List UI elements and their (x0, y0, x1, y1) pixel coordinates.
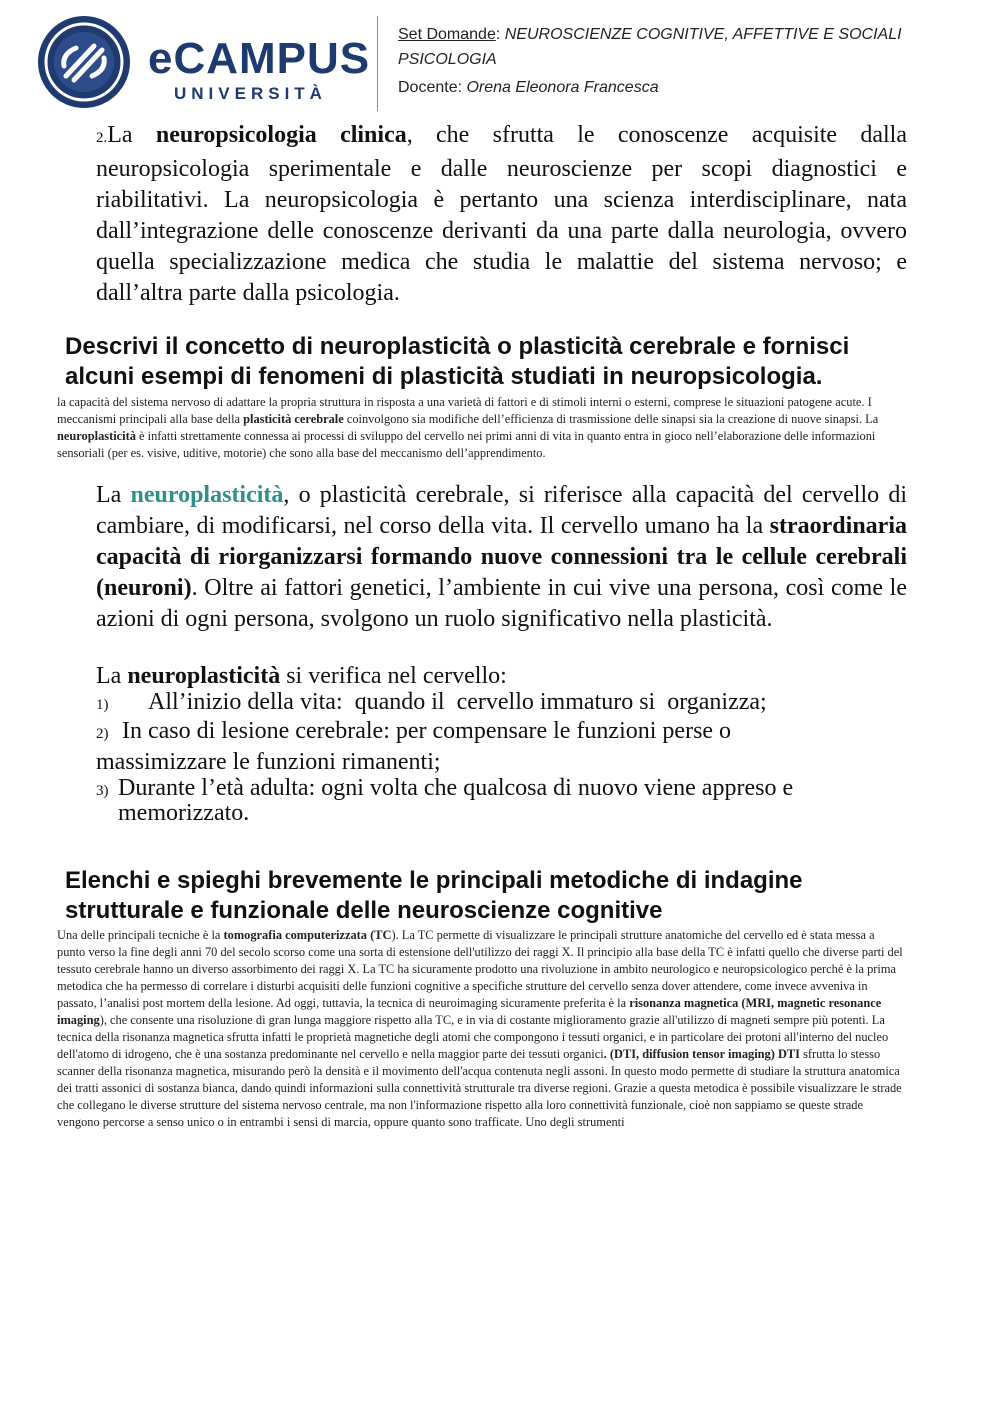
list-item: 3) Durante l’età adulta: ogni volta che qualcosa di nuovo viene appreso e (96, 775, 794, 801)
header-divider (377, 16, 378, 111)
header-docente (398, 79, 659, 97)
ecampus-logo (36, 14, 371, 110)
term-neuroplasticita: neuroplasticità (130, 482, 284, 508)
list-item: 1) All’inizio della vita: quando il cervello immaturo si organizza; (96, 689, 767, 715)
logo-wordmark: eCAMPUS (148, 34, 371, 83)
term-mri: risonanza magnetica (MRI, magnetic resonance imaging (57, 996, 882, 1027)
set-label: Set Domande (398, 26, 496, 43)
term-neuropsicologia-clinica: neuropsicologia clinica (155, 122, 407, 148)
paragraph-metodiche: Una delle principali tecniche è la tomografia computerizzata (TC). La TC permette di visualizzare le principali strutture anatomiche del cervello ed è stata messa a punto verso la fine degli anni 70 del secolo scorso come una sorta di estensione dell'utilizzo dei raggi X. Il principio alla base della TC è infatti quello che diverse parti del tessuto cerebrale hanno un diverso assorbimento dei raggi X. La TC ha sicuramente prodotto una rivoluzione in ambito neurologico e neuropsicologico perché è la prima metodica che ha permesso di correlare i disturbi acquisiti delle funzioni cognitive a specifiche strutture del cervello senza dover attendere, come invece avveniva in passato, l’analisi post mortem della lesione. Ad oggi, tuttavia, la tecnica di neuroimaging sicuramente preferita è la risonanza magnetica (MRI, magnetic resonance imaging), che consente una risoluzione di gran lunga maggiore rispetto alla TC, e in via di costante miglioramento grazie all'utilizzo di magneti sempre più potenti. La tecnica della risonanza magnetica sfrutta infatti le proprietà magnetiche degli atomi che compongono i tessuti organici, e in particolare dei protoni all'interno del nucleo dell'atomo di idrogeno, che è una sostanza predominante nel cervello e nella maggior parte dei tessuti organici. (DTI, diffusion tensor imaging) DTI sfrutta lo stesso scanner della risonanza magnetica, misurando però la densità e il movimento dell'acqua contenuta negli assoni. In questo modo permette di studiare la struttura anatomica dei tratti assonici di sostanza bianca, dando quindi informazioni sulla connettività strutturale tra diverse regioni. Grazie a questa metodica è possibile visualizzare le strade che collegano le diverse strutture del sistema nervoso centrale, ma non l'informazione rispetto alla loro connettività funzionale, cioè non sappiamo se queste strade vengono percorse a senso unico o in entrambi i sensi di marcia, oppure quanto sono trafficate. Uno degli strumenti (57, 928, 903, 1129)
docente-label: Docente: (398, 79, 467, 96)
list-item-continued: massimizzare le funzioni rimanenti; (96, 749, 441, 775)
header-set-line: Set Domande: NEUROSCIENZE COGNITIVE, AFFETTIVE E SOCIALI (398, 26, 902, 43)
logo-subtitle: UNIVERSITÀ (174, 84, 327, 103)
set-value-2: PSICOLOGIA (398, 51, 497, 68)
term-tc: tomografia computerizzata (TC (223, 928, 392, 942)
set-value: NEUROSCIENZE COGNITIVE, AFFETTIVE E SOCIALI (504, 26, 902, 43)
list-number: 2. (96, 130, 108, 146)
question-heading-metodiche: Elenchi e spieghi brevemente le principali metodiche di indagine strutturale e funzionale delle neuroscienze cognitive (65, 867, 803, 924)
definition-small-text: la capacità del sistema nervoso di adattare la propria struttura in risposta a una varietà di fattori e di stimoli interni o esterni, comprese le situazioni patogene acute. I meccanismi principali alla base della plasticità cerebrale coinvolgono sia modifiche dell’efficienza di trasmissione delle sinapsi sia la creazione di nuove sinapsi. La neuroplasticità è infatti strettamente connessa ai processi di sviluppo del cervello nei primi anni di vita in quanto entra in gioco nell’elaborazione delle informazioni sensoriali (per es. visive, uditive, motorie) che sono alla base del meccanismo dell’apprendimento. (57, 395, 879, 460)
paragraph-neuroplasticita: La neuroplasticità, o plasticità cerebrale, si riferisce alla capacità del cervello di cambiare, di modificarsi, nel corso della vita. Il cervello umano ha la straordinaria capacità di riorganizzarsi formando nuove connessioni tra le cellule cerebrali (neuroni). Oltre ai fattori genetici, l’ambiente in cui vive una persona, così come le azioni di ogni persona, svolgono un ruolo significativo nella plasticità. (96, 482, 908, 632)
term-dti: . (DTI, diffusion tensor imaging) DTI (603, 1047, 800, 1061)
header-set-line-2 (398, 51, 497, 69)
list-intro: La neuroplasticità si verifica nel cervello: (96, 663, 507, 689)
docente-value: Orena Eleonora Francesca (466, 79, 659, 96)
paragraph-neuropsicologia-clinica: 2.La neuropsicologia clinica, che sfrutta le conoscenze acquisite dalla neuropsicologia sperimentale e dalle neuroscienze per scopi diagnostici e riabilitativi. La neuropsicologia è pertanto una scienza interdisciplinare, nata dall’integrazione delle conoscenze derivanti da una parte dalla neurologia, ovvero quella specializzazione medica che studia le malattie del sistema nervoso; e dall’altra parte dalla psicologia. (96, 122, 907, 306)
question-heading-neuroplasticita: Descrivi il concetto di neuroplasticità o plasticità cerebrale e fornisci alcuni esempi di fenomeni di plasticità studiati in neuropsicologia. (65, 333, 850, 390)
list-item-continued: memorizzato. (118, 800, 250, 826)
list-item: 2) In caso di lesione cerebrale: per compensare le funzioni perse o (96, 718, 732, 744)
